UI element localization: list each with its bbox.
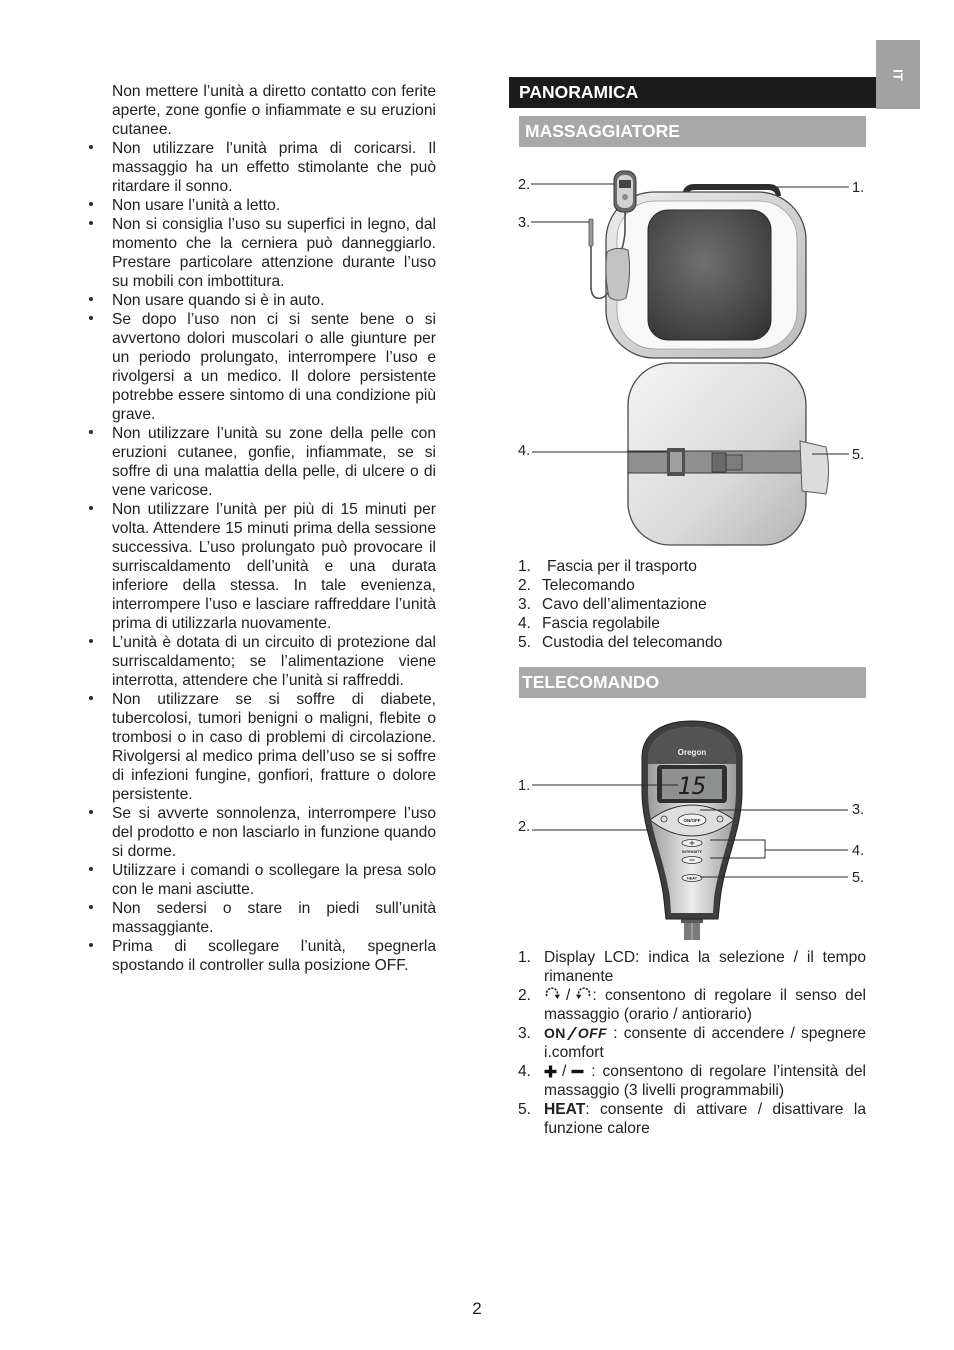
item-text: Display LCD: indica la selezione / il tempo rimanente [544,949,866,985]
intensity-label: INTENSITY [682,850,702,854]
language-tab-label: IT [890,68,906,81]
heat-label: HEAT [544,1101,586,1118]
remote-control-small [614,171,636,212]
lcd-reading: 15 [677,772,707,800]
overview-heading: PANORAMICA [509,77,876,108]
list-item [518,576,866,595]
bullet-icon [89,696,93,700]
item-text: : consentono di regolare il senso del massaggio (orario / antiorario) [544,987,866,1023]
callout-label: 2. [518,177,531,193]
callout-label: 5. [852,870,865,886]
item-label: Custodia del telecomando [542,634,723,651]
bullet-icon [89,810,93,814]
remote-heading: TELECOMANDO [519,667,866,698]
remote-illustration [500,710,880,946]
safety-item [88,215,436,291]
minus-icon [571,1065,584,1078]
safety-item-text: Non usare quando si è in auto. [112,292,325,309]
item-number: 5. [518,1101,532,1118]
safety-item-text: Non si consiglia l’uso su superfici in legno, dal momento che la cerniera può danneggiarlo. Prestare particolare attenzione durante l’uso su mobili con imbottitura. [112,216,436,290]
callout-label: 4. [518,443,531,459]
bullet-icon [89,145,93,149]
safety-intro: Non mettere l’unità a diretto contatto con ferite aperte, zone gonfie o infiammate e su eruzioni cutanee. [112,83,436,138]
safety-item [88,291,436,310]
bullet-icon [89,316,93,320]
item-text: : consente di attivare / disattivare la funzione calore [544,1101,866,1137]
item-text-container [544,1062,866,1100]
bullet-icon [89,639,93,643]
safety-item-text: Non utilizzare l’unità prima di coricarsi. Il massaggio ha un effetto stimolante che può ritardare il sonno. [112,140,436,195]
heat-button-label: HEAT [686,876,698,881]
list-item [518,986,866,1024]
safety-item [88,139,436,196]
item-text-container [544,1024,866,1062]
slash-icon [567,1027,577,1040]
callout-label: 5. [852,447,865,463]
safety-item-text: Utilizzare i comandi o scollegare la presa solo con le mani asciutte. [112,862,436,898]
callout-label: 4. [852,843,865,859]
on-off-button-label: ON/OFF [683,818,701,823]
item-label: Cavo dell’alimentazione [542,596,707,613]
item-label: Fascia regolabile [542,615,660,632]
remote-functions-list [518,948,866,1138]
safety-item-text: Se dopo l’uso non ci si sente bene o si avvertono dolori muscolari o alle giunture per un periodo prolungato, interrompere l’uso e rivolgersi a un medico. Il dolore persistente potrebbe essere sintomo di una condizione più grave. [112,311,436,423]
plus-icon [544,1065,557,1078]
bullet-icon [89,430,93,434]
massager-illustration [500,160,880,555]
bullet-icon [89,221,93,225]
safety-item [88,310,436,424]
item-number: 4. [518,615,532,632]
safety-item-text: Non usare l’unità a letto. [112,197,281,214]
safety-item [88,899,436,937]
massager-front-view [589,171,806,358]
strap-slider-inner [670,452,682,472]
safety-item [88,500,436,633]
off-label: OFF [577,1025,608,1041]
strap-buckle-right [726,455,742,470]
item-number: 1. [518,558,532,575]
list-item [518,633,866,652]
item-number: 3. [518,1025,532,1042]
safety-item [88,861,436,899]
safety-warnings [88,82,436,975]
brand-logo: Oregon [677,748,707,757]
item-text: : consente di accendere / spegnere i.comfort [544,1025,866,1061]
safety-item [88,690,436,804]
massager-parts-list [518,557,866,652]
item-text-container [544,986,866,1024]
item-number: 1. [518,949,532,966]
clockwise-rotation-icon [544,987,561,1002]
safety-item-text: Se si avverte sonnolenza, interrompere l’uso del prodotto e non lasciarlo in funzione quando si dorme. [112,805,436,860]
icon-separator: / [562,1063,567,1080]
safety-item-text: Non sedersi o stare in piedi sull’unità massaggiante. [112,900,436,936]
item-number: 2. [518,577,532,594]
on-label: ON [544,1025,566,1041]
icon-separator: / [566,987,571,1004]
strap-buckle-left [712,453,726,472]
safety-item [88,633,436,690]
item-label: Telecomando [542,577,635,594]
safety-item-text: Non utilizzare se si soffre di diabete, tubercolosi, tumori benigni o maligni, flebite o trombosi o in caso di problemi di circolazione. Rivolgersi al medico prima dell’uso se si soffre di infezioni fungine, gonfiori, fratture o dolore persistente. [112,691,436,803]
callout-label: 3. [852,802,865,818]
safety-item-text: L’unità è dotata di un circuito di protezione dal surriscaldamento; se l’alimentazione viene interrotta, attendere che l’unità si raffreddi. [112,634,436,689]
safety-item [88,196,436,215]
bullet-icon [89,943,93,947]
massage-mesh [648,210,771,340]
bullet-icon [89,905,93,909]
item-number: 5. [518,634,532,651]
callout-label: 1. [852,180,865,196]
counterclockwise-rotation-icon [575,987,592,1002]
list-item [518,1024,866,1062]
list-item [518,1062,866,1100]
callout-label: 2. [518,819,531,835]
callout-label: 1. [518,778,531,794]
item-label: Fascia per il trasporto [547,558,697,575]
bullet-icon [89,506,93,510]
item-number: 3. [518,596,532,613]
language-tab [876,40,920,109]
remote-pouch [800,441,829,494]
list-item [518,948,866,986]
item-text-container [544,1100,866,1138]
power-plug [589,219,593,246]
safety-item-text: Non utilizzare l’unità su zone della pelle con eruzioni cutanee, gonfie, infiammate, se si soffre di una malattia della pelle, di ulcere o di vene varicose. [112,425,436,499]
list-item [518,614,866,633]
item-number: 2. [518,987,532,1004]
callout-label: 3. [518,215,531,231]
remote-pocket [606,248,630,300]
safety-list [88,139,436,975]
page-number: 2 [472,1299,482,1318]
safety-item-text: Non utilizzare l’unità per più di 15 minuti per volta. Attendere 15 minuti prima della sessione successiva. L’uso prolungato può provocare il surriscaldamento dell’unità e una durata inferiore della stessa. In tale evenienza, interrompere l’uso e lasciare raffreddare l’unità prima di utilizzarla nuovamente. [112,501,436,632]
safety-item [88,424,436,500]
bullet-icon [89,297,93,301]
massager-back-view [628,363,829,545]
safety-item-text: Prima di scollegare l’unità, spegnerla spostando il controller sulla posizione OFF. [112,938,436,974]
massager-heading: MASSAGGIATORE [519,116,866,147]
safety-item [88,937,436,975]
bullet-icon [89,867,93,871]
item-text: : consentono di regolare l’intensità del massaggio (3 livelli programmabili) [544,1063,866,1099]
list-item [518,557,866,576]
bullet-icon [89,202,93,206]
safety-item [88,804,436,861]
item-number: 4. [518,1063,532,1080]
list-item [518,595,866,614]
list-item [518,1100,866,1138]
